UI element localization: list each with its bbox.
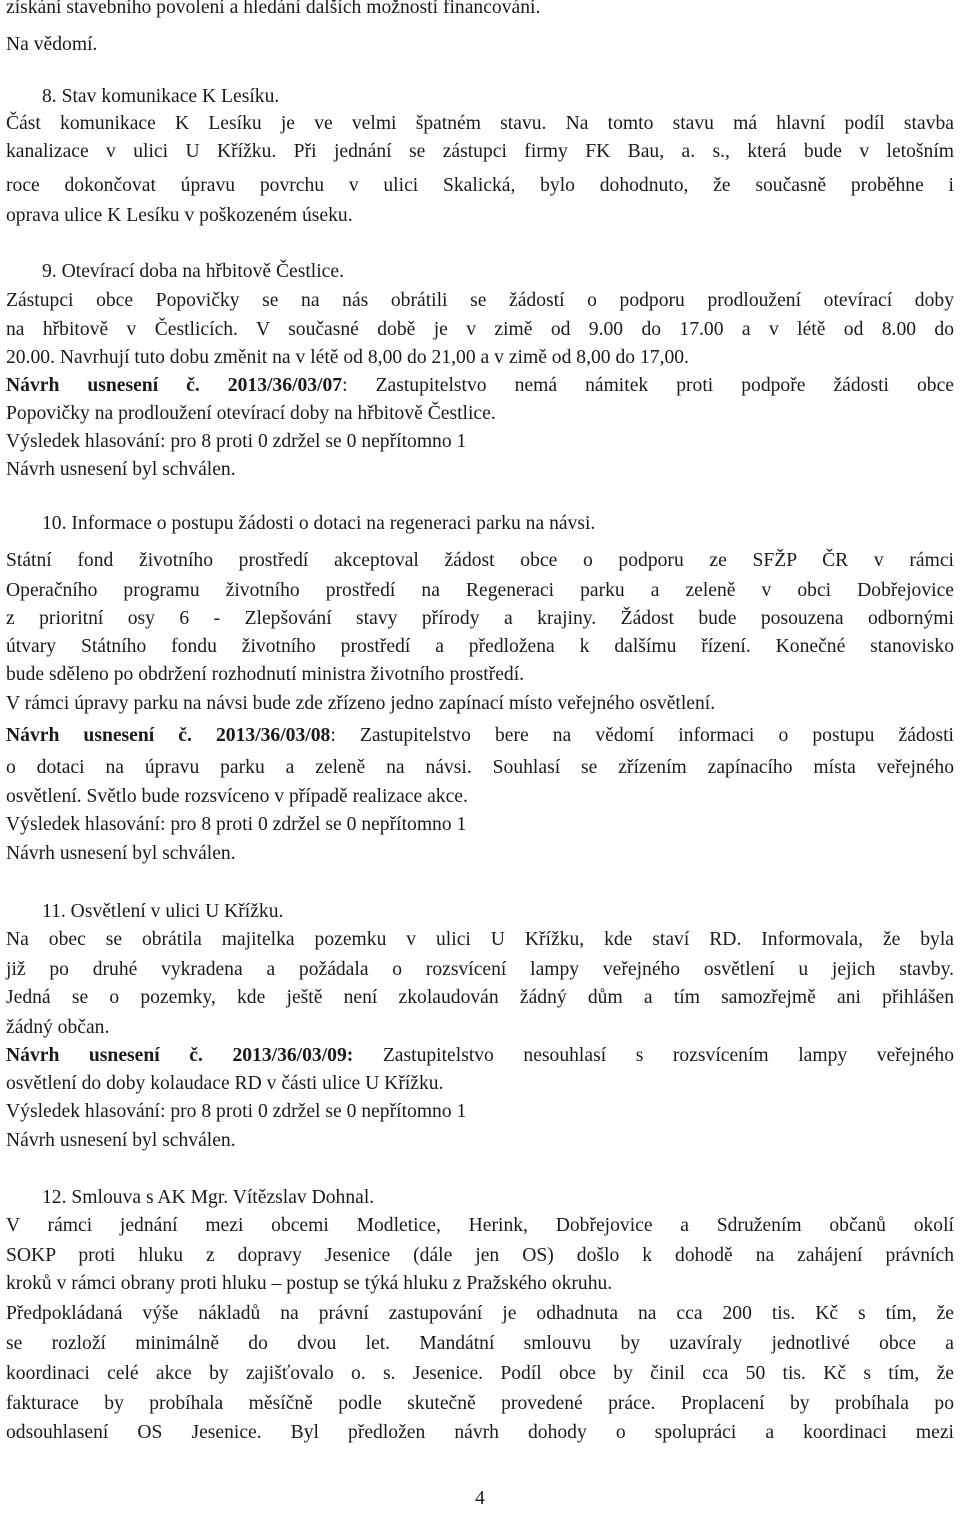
text-line: Jedná se o pozemky, kde ještě není zkolaudován žádný dům a tím samozřejmě ani přihlášen (6, 987, 954, 1008)
vote-result: Výsledek hlasování: pro 8 proti 0 zdržel se 0 nepřítomno 1 (6, 431, 467, 452)
section-heading-9: 9. Otevírací doba na hřbitově Čestlice. (42, 261, 344, 282)
resolution-line: Návrh usnesení č. 2013/36/03/08: Zastupitelstvo bere na vědomí informaci o postupu žádosti (6, 725, 954, 746)
text-line: bude sděleno po obdržení rozhodnutí ministra životního prostředí. (6, 664, 525, 685)
text-line: V rámci jednání mezi obcemi Modletice, Herink, Dobřejovice a Sdružením občanů okolí (6, 1215, 954, 1236)
text-line: Operačního programu životního prostředí na Regeneraci parku a zeleně v obci Dobřejovice (6, 580, 954, 601)
text-line: Státní fond životního prostředí akceptoval žádost obce o podporu ze SFŽP ČR v rámci (6, 550, 954, 571)
section-heading-8: 8. Stav komunikace K Lesíku. (42, 86, 280, 107)
text-line: na hřbitově v Čestlicích. V současné době je v zimě od 9.00 do 17.00 a v létě od 8.00 do (6, 319, 954, 340)
text-line: Zástupci obce Popovičky se na nás obrátili se žádostí o podporu prodloužení otevírací doby (6, 290, 954, 311)
resolution-number: 2013/36/03/08 (216, 725, 331, 746)
text-line: se rozloží minimálně do dvou let. Mandátní smlouvu by uzavíraly jednotlivé obce a (6, 1333, 954, 1354)
resolution-line: Návrh usnesení č. 2013/36/03/07: Zastupitelstvo nemá námitek proti podpoře žádosti obce (6, 375, 954, 396)
resolution-label: Návrh usnesení č. (6, 375, 200, 396)
text-line: 20.00. Navrhují tuto dobu změnit na v létě od 8,00 do 21,00 a v zimě od 8,00 do 17,00. (6, 347, 689, 368)
resolution-number: 2013/36/03/09: (232, 1045, 354, 1066)
text-line: útvary Státního fondu životního prostředí a předložena k dalšímu řízení. Konečné stanovisko (6, 636, 954, 657)
text-line: Na obec se obrátila majitelka pozemku v ulici U Křížku, kde staví RD. Informovala, že byla (6, 929, 954, 950)
resolution-label: Návrh usnesení č. (6, 725, 192, 746)
section-heading-12: 12. Smlouva s AK Mgr. Vítězslav Dohnal. (42, 1187, 375, 1208)
text-line: Předpokládaná výše nákladů na právní zastupování je odhadnuta na cca 200 tis. Kč s tím, že (6, 1303, 954, 1324)
text-line: osvětlení. Světlo bude rozsvíceno v případě realizace akce. (6, 786, 468, 807)
vote-result: Výsledek hlasování: pro 8 proti 0 zdržel se 0 nepřítomno 1 (6, 814, 467, 835)
text-line: žádný občan. (6, 1017, 110, 1038)
text-line: z prioritní osy 6 - Zlepšování stavy přírody a krajiny. Žádost bude posouzena odbornými (6, 608, 954, 629)
text-line: V rámci úpravy parku na návsi bude zde zřízeno jedno zapínací místo veřejného osvětlení. (6, 693, 716, 714)
text-line: již po druhé vykradena a požádala o rozsvícení lampy veřejného osvětlení u jejich stavby. (6, 959, 954, 980)
section-heading-10: 10. Informace o postupu žádosti o dotaci na regeneraci parku na návsi. (42, 513, 596, 534)
resolution-status: Návrh usnesení byl schválen. (6, 1130, 236, 1151)
section-heading-11: 11. Osvětlení v ulici U Křížku. (42, 901, 284, 922)
resolution-line: Návrh usnesení č. 2013/36/03/09: Zastupitelstvo nesouhlasí s rozsvícením lampy veřejného (6, 1045, 955, 1066)
text-line: kroků v rámci obrany proti hluku – postup se týká hluku z Pražského okruhu. (6, 1273, 613, 1294)
page-number: 4 (475, 1488, 485, 1509)
text-line: oprava ulice K Lesíku v poškozeném úseku. (6, 205, 353, 226)
resolution-status: Návrh usnesení byl schválen. (6, 459, 236, 480)
text-line: Část komunikace K Lesíku je ve velmi špatném stavu. Na tomto stavu má hlavní podíl stavba (6, 113, 954, 134)
text-line: kanalizace v ulici U Křížku. Při jednání se zástupci firmy FK Bau, a. s., která bude v letošním (6, 141, 954, 162)
resolution-status: Návrh usnesení byl schválen. (6, 843, 236, 864)
text-line: koordinaci celé akce by zajišťovalo o. s. Jesenice. Podíl obce by činil cca 50 tis. Kč s tím, že (6, 1363, 954, 1384)
text-line: SOKP proti hluku z dopravy Jesenice (dále jen OS) došlo k dohodě na zahájení právních (6, 1245, 954, 1266)
text-line: osvětlení do doby kolaudace RD v části ulice U Křížku. (6, 1073, 444, 1094)
resolution-label: Návrh usnesení č. (6, 1045, 203, 1066)
text-line: o dotaci na úpravu parku a zeleně na návsi. Souhlasí se zřízením zapínacího místa veřejného (6, 757, 954, 778)
text-line: fakturace by probíhala měsíčně podle skutečně provedené práce. Proplacení by probíhala po (6, 1393, 954, 1414)
text-line: Na vědomí. (6, 34, 98, 55)
text-line: odsouhlasení OS Jesenice. Byl předložen návrh dohody o spolupráci a koordinaci mezi (6, 1422, 954, 1443)
text-line: Popovičky na prodloužení otevírací doby na hřbitově Čestlice. (6, 403, 496, 424)
resolution-number: 2013/36/03/07 (227, 375, 343, 396)
vote-result: Výsledek hlasování: pro 8 proti 0 zdržel se 0 nepřítomno 1 (6, 1101, 467, 1122)
text-line: roce dokončovat úpravu povrchu v ulici Skalická, bylo dohodnuto, že současně proběhne i (6, 175, 954, 196)
text-line: získání stavebního povolení a hledání dalších možností financování. (6, 0, 541, 18)
